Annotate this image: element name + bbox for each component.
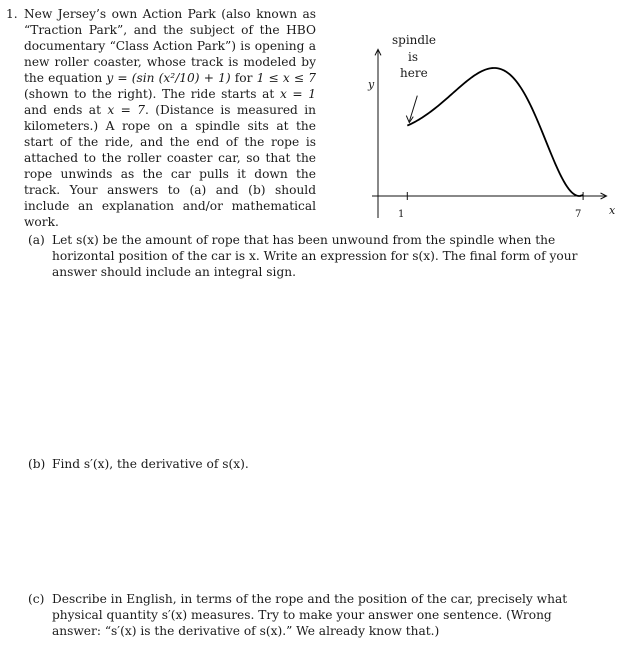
- end-point: x = 7: [107, 103, 145, 117]
- y-axis-label: y: [368, 78, 375, 91]
- spindle-label-line3: here: [400, 66, 428, 80]
- x-axis-label: x: [609, 204, 616, 217]
- x-tick-label-7: 7: [575, 209, 582, 220]
- question-c-label: (c): [28, 592, 45, 606]
- problem-text-1: New Jersey’s own Action Park (also known as “Traction Park”, and the subject of the HBO documentary “Class Action Park”) is opening a new roller coaster, whose track is modeled by the equation: [24, 7, 316, 85]
- x-tick-label-1: 1: [398, 209, 405, 220]
- domain-range: 1 ≤ x ≤ 7: [256, 71, 316, 85]
- question-a-text: Let s(x) be the amount of rope that has been unwound from the spindle when the horizontal position of the car is x. Write an expression for s(x). The final form of your answer should include an integral sign.: [52, 233, 578, 279]
- coaster-track-curve: [407, 68, 583, 196]
- question-c: [28, 591, 588, 639]
- question-a-label: (a): [28, 233, 45, 247]
- problem-text-2: for: [230, 71, 257, 85]
- coaster-plot: [360, 20, 620, 230]
- spindle-label-line1: spindle: [392, 33, 437, 47]
- problem-text-4: and ends at: [24, 103, 108, 117]
- problem-statement: [6, 6, 316, 230]
- question-b-label: (b): [28, 457, 46, 471]
- question-b-text: Find s′(x), the derivative of s(x).: [52, 457, 249, 471]
- question-c-text: Describe in English, in terms of the rope and the position of the car, precisely what physical quantity s′(x) measures. Try to make your answer one sentence. (Wrong answer: “s′(x) is the derivative of s(x).” We already know that.): [52, 592, 568, 638]
- question-a: [28, 232, 588, 280]
- problem-number: 1.: [6, 7, 18, 21]
- question-b: [28, 456, 588, 472]
- spindle-arrow-shaft: [409, 96, 417, 122]
- roller-coaster-figure: [360, 20, 620, 230]
- track-equation: y = (sin (x²/10) + 1): [106, 71, 231, 85]
- problem-text-3: (shown to the right). The ride starts at: [24, 87, 280, 101]
- problem-body: [24, 6, 316, 230]
- spindle-label-line2: is: [408, 50, 418, 64]
- problem-text-5: . (Distance is measured in kilometers.) A rope on a spindle sits at the start of the ride, and the end of the rope is attached to the roller coaster car, so that the rope unwinds as the car pulls it down the track. Your answers to (a) and (b) should include an explanation and/or mathematical work.: [24, 103, 316, 229]
- start-point: x = 1: [279, 87, 316, 101]
